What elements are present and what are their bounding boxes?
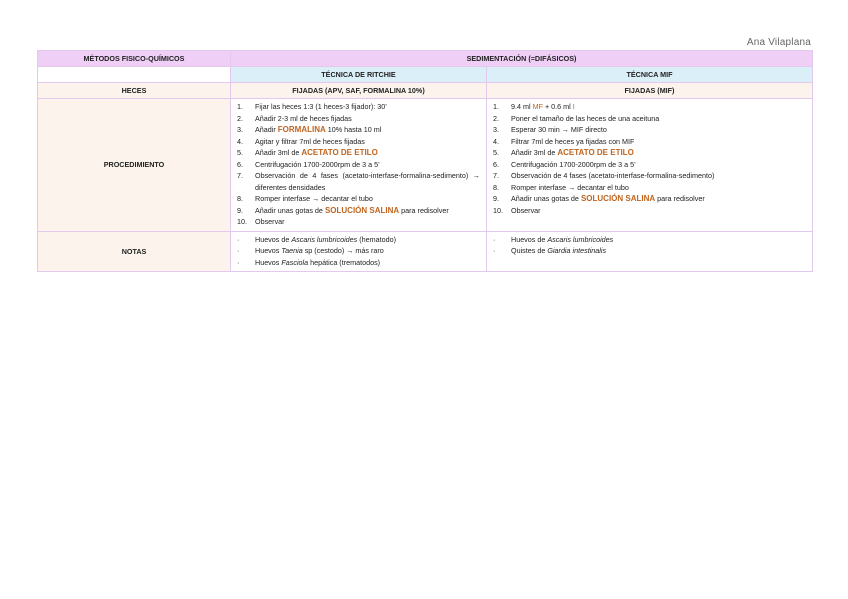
procedure-step [493, 170, 806, 182]
highlight-text: MF [532, 102, 543, 111]
text-run: Poner el tamaño de las heces de una aceituna [511, 113, 660, 123]
blank-cell [38, 67, 231, 83]
procedure-step [493, 193, 806, 205]
step-number: 4. [237, 136, 243, 146]
step-number: 10. [237, 217, 247, 226]
heces-label: HECES [38, 83, 231, 99]
text-run: Romper interfase → decantar el tubo [255, 194, 373, 203]
procedure-row [38, 99, 813, 232]
procedure-step [493, 159, 806, 171]
heces-ritchie: FIJADAS (APV, SAF, FORMALINA 10%) [231, 83, 487, 99]
step-text [255, 124, 480, 136]
step-text [255, 216, 480, 228]
step-text [511, 101, 806, 113]
procedure-step [237, 101, 480, 113]
header-row [38, 51, 813, 67]
procedure-step [493, 205, 806, 217]
heces-row [38, 83, 813, 99]
text-run: 10% hasta 10 ml [325, 125, 382, 134]
step-text [511, 159, 806, 171]
text-run: Huevos [255, 246, 282, 255]
step-text [511, 124, 806, 136]
text-run: 9.4 ml [511, 102, 533, 111]
procedure-step [237, 216, 480, 228]
procedure-step [237, 193, 480, 205]
text-run: Huevos de [255, 234, 292, 244]
highlight-text: ACETATO DE ETILO [301, 148, 378, 157]
step-text [511, 193, 806, 205]
text-run: Añadir [255, 125, 278, 134]
header-mif: TÉCNICA MIF [487, 67, 813, 83]
text-run: Centrifugación 1700-2000rpm de 3 a 5’ [511, 159, 636, 169]
step-number: 7. [493, 171, 499, 180]
bullet-icon: · [237, 257, 240, 267]
step-text [511, 136, 806, 148]
procedure-ritchie-list [237, 101, 480, 228]
step-text [255, 147, 480, 159]
heces-mif: FIJADAS (MIF) [487, 83, 813, 99]
step-number: 10. [493, 205, 503, 215]
notes-row [38, 231, 813, 272]
step-text [511, 170, 806, 182]
procedure-ritchie-cell [231, 99, 487, 232]
step-number: 6. [237, 159, 243, 169]
step-text [255, 136, 480, 148]
step-text [255, 113, 480, 125]
step-number: 3. [237, 125, 243, 134]
author-name: Ana Vilaplana [746, 37, 811, 48]
text-run: para redisolver [655, 194, 705, 203]
note-text [511, 234, 613, 246]
text-run: sp (cestodo) → más raro [302, 246, 384, 255]
step-number: 8. [237, 194, 243, 203]
step-number: 2. [493, 113, 499, 123]
step-text [511, 113, 806, 125]
step-number: 5. [237, 148, 243, 157]
step-text [511, 182, 806, 194]
text-run: para redisolver [399, 205, 449, 215]
notes-ritchie-cell [231, 231, 487, 272]
note-text [255, 257, 380, 269]
bullet-icon: · [493, 246, 496, 255]
procedure-mif-list [493, 101, 806, 216]
procedure-step [493, 101, 806, 113]
note-item [237, 245, 480, 257]
procedure-step [493, 182, 806, 194]
header-methods: MÉTODOS FISICO-QUÍMICOS [38, 51, 231, 67]
text-run: Observación de 4 fases (acetato-interfase-formalina-sedimento) [511, 171, 715, 180]
text-run: Añadir unas gotas de [255, 205, 325, 215]
text-run: Filtrar 7ml de heces ya fijadas con MIF [511, 136, 635, 146]
methods-table [37, 50, 813, 272]
procedure-step [237, 170, 480, 193]
technique-row [38, 67, 813, 83]
procedure-step [237, 147, 480, 159]
note-text [511, 245, 606, 257]
step-number: 4. [493, 136, 499, 146]
note-item [237, 234, 480, 246]
step-number: 5. [493, 148, 499, 157]
highlight-text: Giardia intestinalis [547, 246, 607, 255]
step-text [255, 205, 480, 217]
note-item [237, 257, 480, 269]
highlight-text: Fasciola [281, 257, 309, 267]
step-text [255, 159, 480, 171]
step-number: 6. [493, 159, 499, 169]
header-sedimentation: SEDIMENTACIÓN (=DIFÁSICOS) [231, 51, 813, 67]
procedure-mif-cell [487, 99, 813, 232]
bullet-icon: · [493, 234, 496, 244]
notes-mif-list [493, 234, 806, 257]
highlight-text: SOLUCIÓN SALINA [324, 205, 400, 215]
text-run: Observar [511, 205, 541, 215]
highlight-text: I [572, 102, 575, 111]
step-text [255, 170, 480, 193]
step-text [255, 193, 480, 205]
text-run: Añadir 2-3 ml de heces fijadas [255, 113, 352, 123]
procedure-step [237, 113, 480, 125]
header-ritchie: TÉCNICA DE RITCHIE [231, 67, 487, 83]
step-number: 1. [493, 102, 499, 111]
notes-label: NOTAS [38, 231, 231, 272]
text-run: Añadir unas gotas de [511, 194, 581, 203]
notes-mif-cell [487, 231, 813, 272]
text-run: Huevos de [511, 234, 548, 244]
highlight-text: FORMALINA [277, 125, 326, 134]
step-text [511, 147, 806, 159]
bullet-icon: · [237, 234, 240, 244]
text-run: Quistes de [511, 246, 548, 255]
step-number: 2. [237, 113, 243, 123]
step-number: 1. [237, 102, 243, 111]
text-run: Esperar 30 min → MIF directo [511, 125, 607, 134]
text-run: Romper interfase → decantar el tubo [511, 182, 629, 192]
text-run: (hematodo) [357, 234, 397, 244]
procedure-step [237, 159, 480, 171]
text-run: Agitar y filtrar 7ml de heces fijadas [255, 136, 365, 146]
step-number: 7. [237, 171, 243, 180]
highlight-text: ACETATO DE ETILO [557, 148, 634, 157]
text-run: Añadir 3ml de [255, 148, 302, 157]
note-item [493, 245, 806, 257]
procedure-step [493, 113, 806, 125]
note-text [255, 245, 384, 257]
step-number: 9. [237, 205, 243, 215]
text-run: + 0.6 ml [542, 102, 573, 111]
procedure-step [493, 124, 806, 136]
procedure-step [237, 205, 480, 217]
notes-ritchie-list [237, 234, 480, 269]
text-run: hepática (trematodos) [308, 257, 381, 267]
text-run: Añadir 3ml de [511, 148, 558, 157]
procedure-step [237, 124, 480, 136]
text-run: Observación de 4 fases (acetato-interfase-formalina-sedimento) → diferentes densidades [255, 171, 480, 192]
procedure-step [237, 136, 480, 148]
text-run: Fijar las heces 1:3 (1 heces-3 fijador): 30’ [255, 102, 387, 111]
highlight-text: Ascaris lumbricoides [291, 234, 358, 244]
text-run: Observar [255, 217, 285, 226]
step-number: 9. [493, 194, 499, 203]
highlight-text: Taenia [281, 246, 303, 255]
highlight-text: Ascaris lumbricoides [547, 234, 614, 244]
text-run: Huevos [255, 257, 282, 267]
note-text [255, 234, 396, 246]
step-text [255, 101, 480, 113]
procedure-step [493, 147, 806, 159]
step-number: 8. [493, 182, 499, 192]
text-run: Centrifugación 1700-2000rpm de 3 a 5’ [255, 159, 380, 169]
bullet-icon: · [237, 246, 240, 255]
note-item [493, 234, 806, 246]
step-text [511, 205, 806, 217]
procedure-step [493, 136, 806, 148]
procedure-label: PROCEDIMIENTO [38, 99, 231, 232]
highlight-text: SOLUCIÓN SALINA [580, 194, 656, 203]
step-number: 3. [493, 125, 499, 134]
